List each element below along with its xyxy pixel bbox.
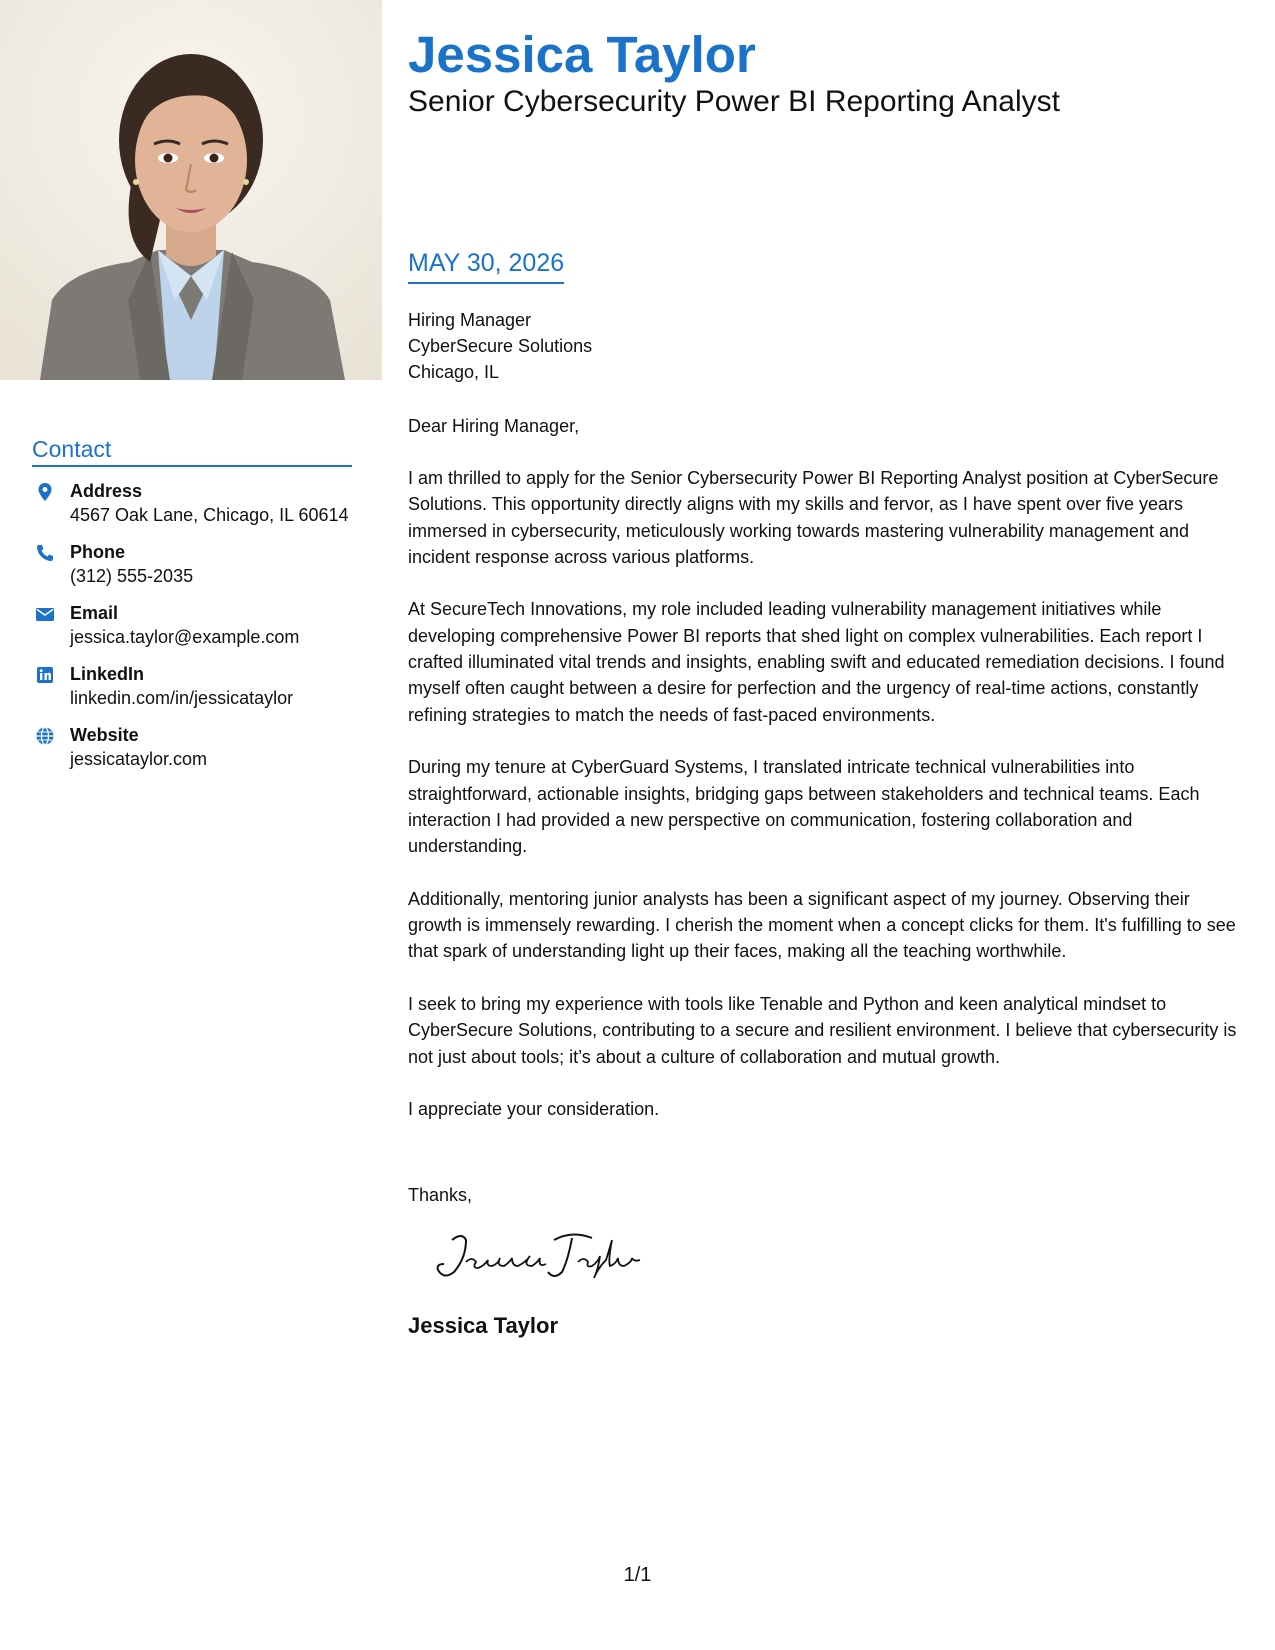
body-paragraph: I seek to bring my experience with tools like Tenable and Python and keen analytical mindset to CyberSecure Solutions, contributing to a secure and resilient environment. I believe that cybersecurity is not just about tools; it’s about a culture of collaboration and mutual growth. [408, 993, 1237, 1067]
contact-label: Phone [70, 542, 126, 562]
salutation: Dear Hiring Manager, [408, 416, 580, 436]
contact-item-linkedin [32, 662, 352, 710]
envelope-icon [35, 604, 55, 624]
body-paragraph: I appreciate your consideration. [408, 1099, 660, 1120]
body-paragraph: At SecureTech Innovations, my role included leading vulnerability management initiatives while developing comprehensive Power BI reports that shed light on complex vulnerabilities. Each report I crafted illuminated vital trends and insights, enabling swift and educated remediation decisions. I found myself often caught between a desire for perfection and the urgency of real-time actions, constantly refining strategies to match the needs of fast-paced environments. [408, 599, 1225, 725]
letter-body [408, 465, 1248, 1149]
contact-label: Website [70, 725, 139, 745]
email-value[interactable]: jessica.taylor@example.com [70, 627, 300, 647]
contact-label: Email [70, 603, 119, 623]
website-value[interactable]: jessicataylor.com [70, 749, 208, 769]
contact-label: LinkedIn [70, 664, 145, 684]
phone-value[interactable]: (312) 555-2035 [70, 566, 194, 586]
contact-item-address [32, 479, 352, 527]
contact-item-website [32, 723, 352, 771]
contact-heading: Contact [32, 436, 352, 467]
contact-item-email [32, 601, 352, 649]
recipient-line: Hiring Manager [408, 310, 532, 330]
body-paragraph: Additionally, mentoring junior analysts has been a significant aspect of my journey. Observing their growth is immensely rewarding. I cherish the moment when a concept clicks for them. It's fulfilling to see that spark of understanding light up their faces, making all the teaching worthwhile. [408, 888, 1236, 962]
contact-list [32, 479, 352, 771]
applicant-name: Jessica Taylor [408, 26, 756, 83]
address-value: 4567 Oak Lane, Chicago, IL 60614 [70, 505, 349, 525]
contact-item-phone [32, 540, 352, 588]
globe-icon [35, 726, 55, 746]
closing: Thanks, [408, 1185, 473, 1205]
map-pin-icon [35, 482, 55, 502]
letter-date: MAY 30, 2026 [408, 248, 564, 284]
body-paragraph: During my tenure at CyberGuard Systems, I translated intricate technical vulnerabilities into straightforward, actionable insights, bridging gaps between stakeholders and technical teams. Each interaction I had provided a new perspective on communication, fostering collaboration and understanding. [408, 757, 1200, 857]
contact-label: Address [70, 481, 143, 501]
recipient-line: Chicago, IL [408, 362, 500, 382]
linkedin-icon [35, 665, 55, 685]
recipient-line: CyberSecure Solutions [408, 336, 593, 356]
profile-photo [0, 0, 382, 380]
body-paragraph: I am thrilled to apply for the Senior Cybersecurity Power BI Reporting Analyst position at CyberSecure Solutions. This opportunity directly aligns with my skills and fervor, as I have spent over five years immersed in cybersecurity, meticulously working towards mastering vulnerability management and incident response across various platforms. [408, 468, 1219, 567]
phone-icon [35, 543, 55, 563]
recipient-block [408, 307, 592, 385]
signer-name: Jessica Taylor [408, 1313, 559, 1338]
contact-section [32, 436, 352, 784]
applicant-title: Senior Cybersecurity Power BI Reporting Analyst [408, 85, 1060, 118]
page-number: 1/1 [623, 1564, 652, 1586]
signature-image [422, 1226, 662, 1286]
linkedin-value[interactable]: linkedin.com/in/jessicataylor [70, 688, 294, 708]
